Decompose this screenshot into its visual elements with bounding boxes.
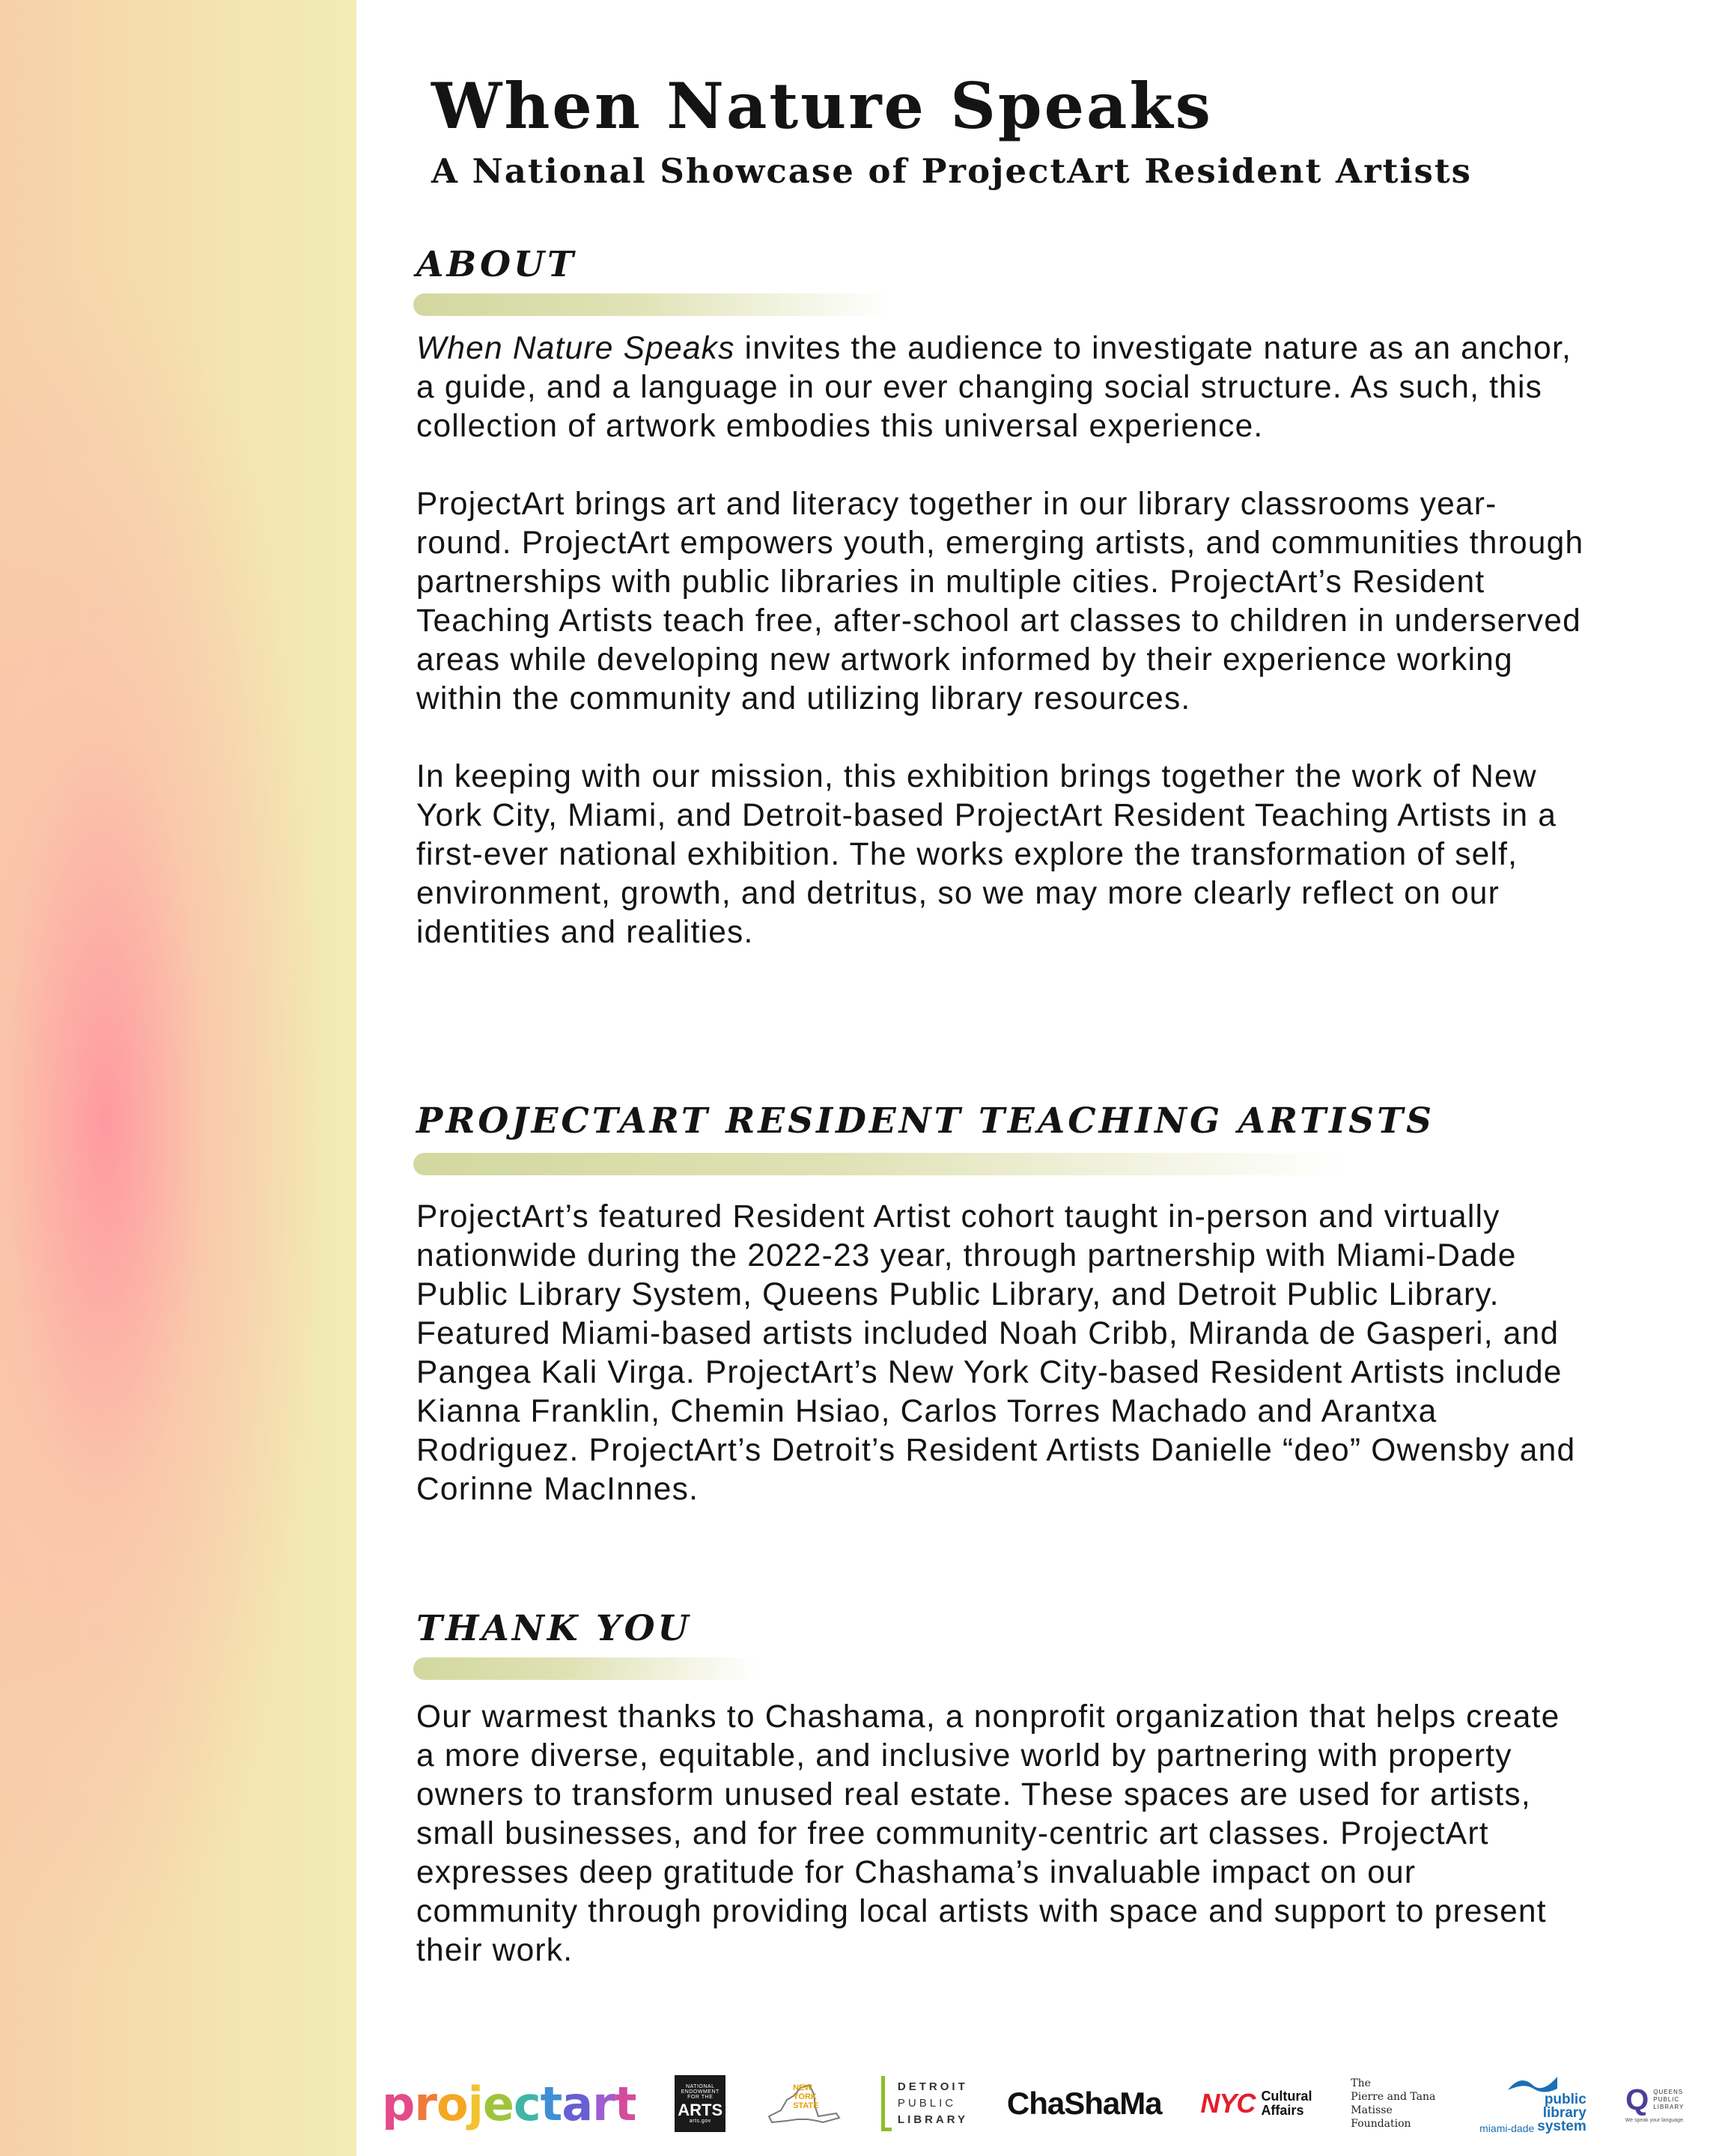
projectart-letter: e: [482, 2076, 514, 2131]
ptm-line-3: Matisse: [1351, 2104, 1393, 2116]
artists-heading: PROJECTART RESIDENT TEACHING ARTISTS: [416, 1100, 1435, 1142]
qpl-text: [1653, 2089, 1684, 2111]
projectart-letter: r: [414, 2076, 436, 2131]
projectart-letter: t: [614, 2076, 636, 2131]
cultural-affairs-text: [1261, 2089, 1312, 2118]
chashama-logo[interactable]: ChaShaMa: [1006, 2086, 1162, 2121]
qpl-line-1: QUEENS: [1653, 2088, 1684, 2095]
artists-text: [416, 1198, 1584, 1509]
wave-icon: [1506, 2074, 1559, 2093]
mdpls-public: public: [1544, 2092, 1586, 2107]
about-paragraph-1-rest: invites the audience to investigate nature as an anchor, a guide, and a language in our ever changing social structure. As such, this collection of artwork embodies this universal experience.: [416, 331, 1572, 444]
nea-url: arts.gov: [689, 2118, 711, 2124]
thanks-heading-rule: [413, 1657, 758, 1680]
qpl-q-icon: Q: [1625, 2083, 1649, 2116]
ptm-text: [1351, 2077, 1435, 2131]
nys-line-3: STATE: [793, 2101, 819, 2110]
about-paragraph-2: ProjectArt brings art and literacy together in our library classrooms year-round. ProjectArt empowers youth, emerging artists, and communities through partnerships with public libraries in multiple cities. ProjectArt’s Resident Teaching Artists teach free, after-school art classes to children in underserved areas while developing new artwork informed by their experience working within the community and utilizing library resources.: [416, 487, 1584, 716]
artists-heading-rule: [413, 1153, 1349, 1175]
gradient-sidebar: [0, 0, 356, 2156]
dpl-text: [898, 2079, 968, 2128]
qpl-line-3: LIBRARY: [1653, 2103, 1685, 2110]
projectart-letter: t: [540, 2076, 562, 2131]
ptm-line-1: The: [1351, 2077, 1371, 2089]
dpl-bracket-icon: [881, 2076, 892, 2131]
ptm-line-2: Pierre and Tana: [1351, 2091, 1436, 2103]
nyc-wordmark: NYC: [1200, 2088, 1256, 2119]
dpl-line-2: PUBLIC: [897, 2097, 957, 2110]
mdpls-text: [1479, 2093, 1586, 2134]
about-paragraph-3: In keeping with our mission, this exhibition brings together the work of New York City, Miami, and Detroit-based ProjectArt Resident Teaching Artists in a first-ever national exhibition. The works explore the transformation of self, environment, growth, and detritus, so we may more clearly reflect on our identities and realities.: [416, 759, 1557, 950]
projectart-letter: p: [382, 2076, 415, 2131]
nea-small-mid: FOR THE: [687, 2094, 714, 2100]
exhibition-title-italic: When Nature Speaks: [416, 331, 735, 366]
projectart-letter: o: [436, 2076, 468, 2131]
qpl-line-2: PUBLIC: [1653, 2095, 1680, 2103]
about-heading: ABOUT: [416, 244, 576, 285]
thanks-text: [416, 1698, 1584, 1970]
mdpls-wordmark: [1537, 2093, 1586, 2134]
matisse-foundation-logo[interactable]: [1351, 2077, 1440, 2131]
nys-text: [793, 2083, 818, 2110]
artists-paragraph-1: ProjectArt’s featured Resident Artist cohort taught in-person and virtually nationwide during the 2022-23 year, through partnership with Miami-Dade Public Library System, Queens Public Library, and Detroit Public Library. Featured Miami-based artists included Noah Cribb, Miranda de Gasperi, and Pangea Kali Virga. ProjectArt’s New York City-based Resident Artists include Kianna Franklin, Chemin Hsiao, Carlos Torres Machado and Arantxa Rodriguez. ProjectArt’s Detroit’s Resident Artists Danielle “deo” Owensby and Corinne MacInnes.: [416, 1199, 1576, 1507]
nys-line-1: NEW: [793, 2083, 812, 2092]
dpl-line-1: DETROIT: [897, 2080, 968, 2093]
miami-dade-library-logo[interactable]: [1479, 2074, 1586, 2134]
mdpls-miami-dade: miami-dade: [1479, 2122, 1535, 2134]
nys-logo[interactable]: [764, 2077, 842, 2130]
ptm-line-4: Foundation: [1351, 2118, 1411, 2130]
page-subtitle: A National Showcase of ProjectArt Resident Artists: [431, 151, 1473, 191]
projectart-letter: r: [592, 2076, 615, 2131]
qpl-mark: [1625, 2085, 1684, 2115]
nys-line-2: YORK: [793, 2092, 817, 2101]
sponsor-logos: [382, 2066, 1685, 2141]
detroit-public-library-logo[interactable]: [881, 2076, 968, 2131]
cultural-line: Cultural: [1261, 2089, 1312, 2104]
dpl-line-3: LIBRARY: [897, 2113, 969, 2126]
about-text: [416, 329, 1584, 952]
nyc-cultural-affairs-logo[interactable]: [1200, 2088, 1312, 2119]
mdpls-system: system: [1537, 2119, 1586, 2134]
thanks-heading: THANK YOU: [416, 1608, 692, 1649]
nea-small-top: NATIONAL ENDOWMENT: [681, 2083, 719, 2095]
nea-logo[interactable]: [675, 2075, 725, 2132]
projectart-letter: a: [562, 2076, 593, 2131]
thanks-paragraph-1: Our warmest thanks to Chashama, a nonprofit organization that helps create a more diverse, equitable, and inclusive world by partnering with property owners to transform unused real estate. These spaces are used for artists, small businesses, and for free community-centric art classes. ProjectArt expresses deep gratitude for Chashama’s invaluable impact on our community through providing local artists with space and support to present their work.: [416, 1699, 1560, 1968]
projectart-logo[interactable]: [382, 2077, 636, 2131]
qpl-tagline: We speak your language.: [1625, 2117, 1685, 2123]
page-title: When Nature Speaks: [431, 69, 1213, 143]
projectart-letter: c: [513, 2076, 541, 2131]
mdpls-library: library: [1542, 2105, 1586, 2121]
affairs-line: Affairs: [1261, 2103, 1304, 2118]
about-paragraph-1: [416, 329, 1584, 446]
about-heading-rule: [413, 293, 892, 316]
queens-public-library-logo[interactable]: [1625, 2085, 1685, 2123]
nea-arts: ARTS: [678, 2100, 723, 2119]
projectart-letter: j: [467, 2076, 483, 2131]
